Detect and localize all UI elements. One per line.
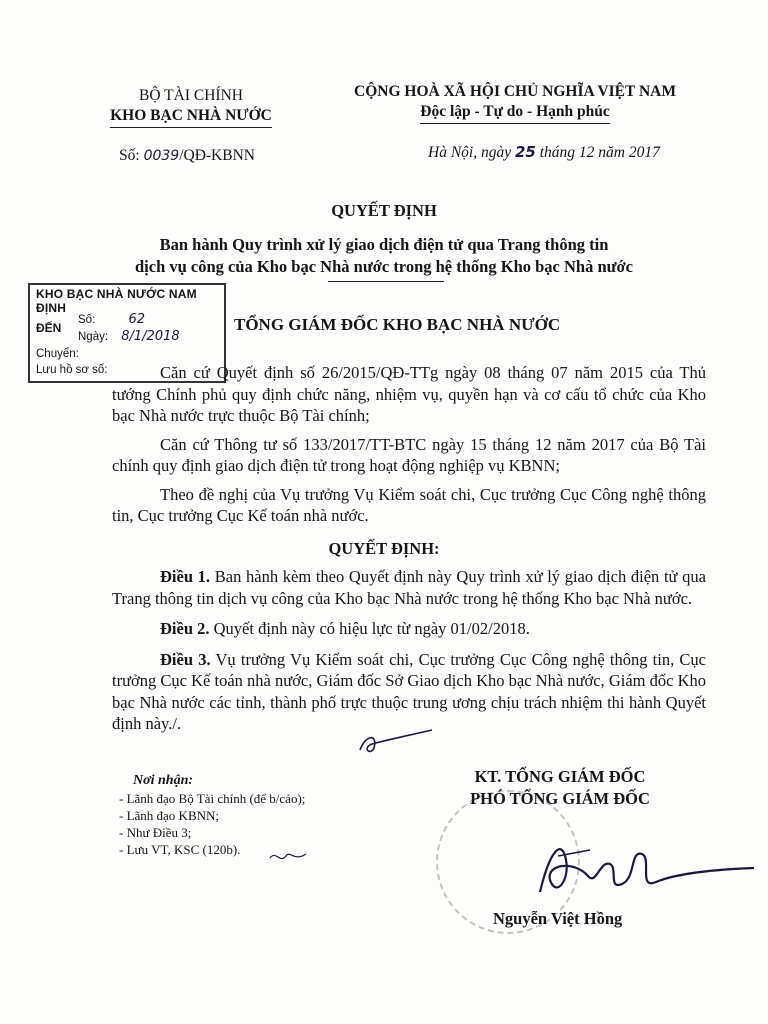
- stamp-header: KHO BẠC NHÀ NƯỚC NAM ĐỊNH: [36, 287, 197, 315]
- signer-name: Nguyễn Việt Hồng: [493, 909, 623, 928]
- decision-subtitle: Ban hành Quy trình xử lý giao dịch điện tử qua Trang thông tin dịch vụ công của Kho bạc Nhà nước trong hệ thống Kho bạc Nhà nước: [134, 235, 633, 276]
- list-item: - Như Điều 3;: [119, 825, 192, 840]
- ministry-name: BỘ TÀI CHÍNH: [139, 87, 243, 104]
- right-header: [342, 82, 688, 124]
- list-item: - Lãnh đạo KBNN;: [119, 808, 220, 823]
- initial-mark: [356, 728, 436, 758]
- preamble-paragraph: Căn cứ Thông tư số 133/2017/TT-BTC ngày 15 tháng 12 năm 2017 của Bộ Tài chính quy định giao dịch điện tử trong hoạt động nghiệp vụ KBNN;: [112, 434, 706, 475]
- recipient-initial-mark: [268, 848, 308, 866]
- article-2: Điều 2. Quyết định này có hiệu lực từ ngày 01/02/2018.: [160, 619, 530, 638]
- decision-heading: QUYẾT ĐỊNH:: [328, 539, 440, 558]
- issuing-authority: TỔNG GIÁM ĐỐC KHO BẠC NHÀ NƯỚC: [234, 315, 561, 334]
- document-number: Số: 0039/QĐ-KBNN: [119, 147, 255, 164]
- stamp-number-handwritten: 62: [128, 312, 146, 327]
- agency-name: KHO BẠC NHÀ NƯỚC: [96, 106, 286, 128]
- stamp-file-row: Lưu hồ sơ số:: [36, 364, 108, 376]
- stamp-den-label: ĐẾN: [36, 321, 62, 335]
- stamp-date-row: Ngày: 8/1/2018: [78, 329, 180, 344]
- country-name: CỘNG HOÀ XÃ HỘI CHỦ NGHĨA VIỆT NAM: [354, 83, 676, 100]
- articles: [112, 566, 706, 735]
- preamble: [112, 362, 706, 527]
- stamp-number-row: Số: 62: [78, 312, 146, 327]
- list-item: - Lãnh đạo Bộ Tài chính (để b/cáo);: [119, 791, 306, 806]
- handwritten-signature: [470, 820, 760, 910]
- recipients-list: [119, 790, 379, 858]
- recipients-label: Nơi nhận:: [133, 773, 194, 788]
- document-number-handwritten: 0039: [143, 148, 180, 164]
- article-3: Điều 3. Vụ trưởng Vụ Kiểm soát chi, Cục trưởng Cục Công nghệ thông tin, Cục trưởng Cục Kế toán nhà nước, Giám đốc Sở Giao dịch Kho bạc Nhà nước, Giám đốc Kho bạc Nhà nước các tỉnh, thành phố trực thuộc trung ương chịu trách nhiệm thi hành Quyết định này./.: [112, 649, 706, 733]
- article-1: Điều 1. Ban hành kèm theo Quyết định này Quy trình xử lý giao dịch điện tử qua Trang thông tin dịch vụ công của Kho bạc Nhà nước trong hệ thống Kho bạc Nhà nước.: [112, 567, 706, 608]
- date-day-handwritten: 25: [514, 143, 536, 161]
- preamble-paragraph: Căn cứ Quyết định số 26/2015/QĐ-TTg ngày 08 tháng 07 năm 2015 của Thủ tướng Chính phủ quy định chức năng, nhiệm vụ, quyền hạn và cơ cấu tổ chức của Kho bạc Nhà nước trực thuộc Bộ Tài chính;: [112, 363, 706, 425]
- subtitle-divider: [328, 281, 444, 282]
- national-motto: Độc lập - Tự do - Hạnh phúc: [342, 102, 688, 124]
- preamble-paragraph: Theo đề nghị của Vụ trưởng Vụ Kiểm soát chi, Cục trưởng Cục Công nghệ thông tin, Cục trưởng Cục Kế toán nhà nước.: [112, 484, 706, 525]
- list-item: - Lưu VT, KSC (120b).: [119, 842, 241, 857]
- stamp-date-handwritten: 8/1/2018: [121, 329, 180, 344]
- signature-title: KT. TỔNG GIÁM ĐỐC PHÓ TỔNG GIÁM ĐỐC: [470, 767, 650, 808]
- document-date: Hà Nội, ngày 25 tháng 12 năm 2017: [428, 143, 660, 161]
- left-header: [96, 86, 286, 128]
- decision-title: QUYẾT ĐỊNH: [331, 201, 437, 220]
- stamp-forward-row: Chuyển:: [36, 348, 79, 360]
